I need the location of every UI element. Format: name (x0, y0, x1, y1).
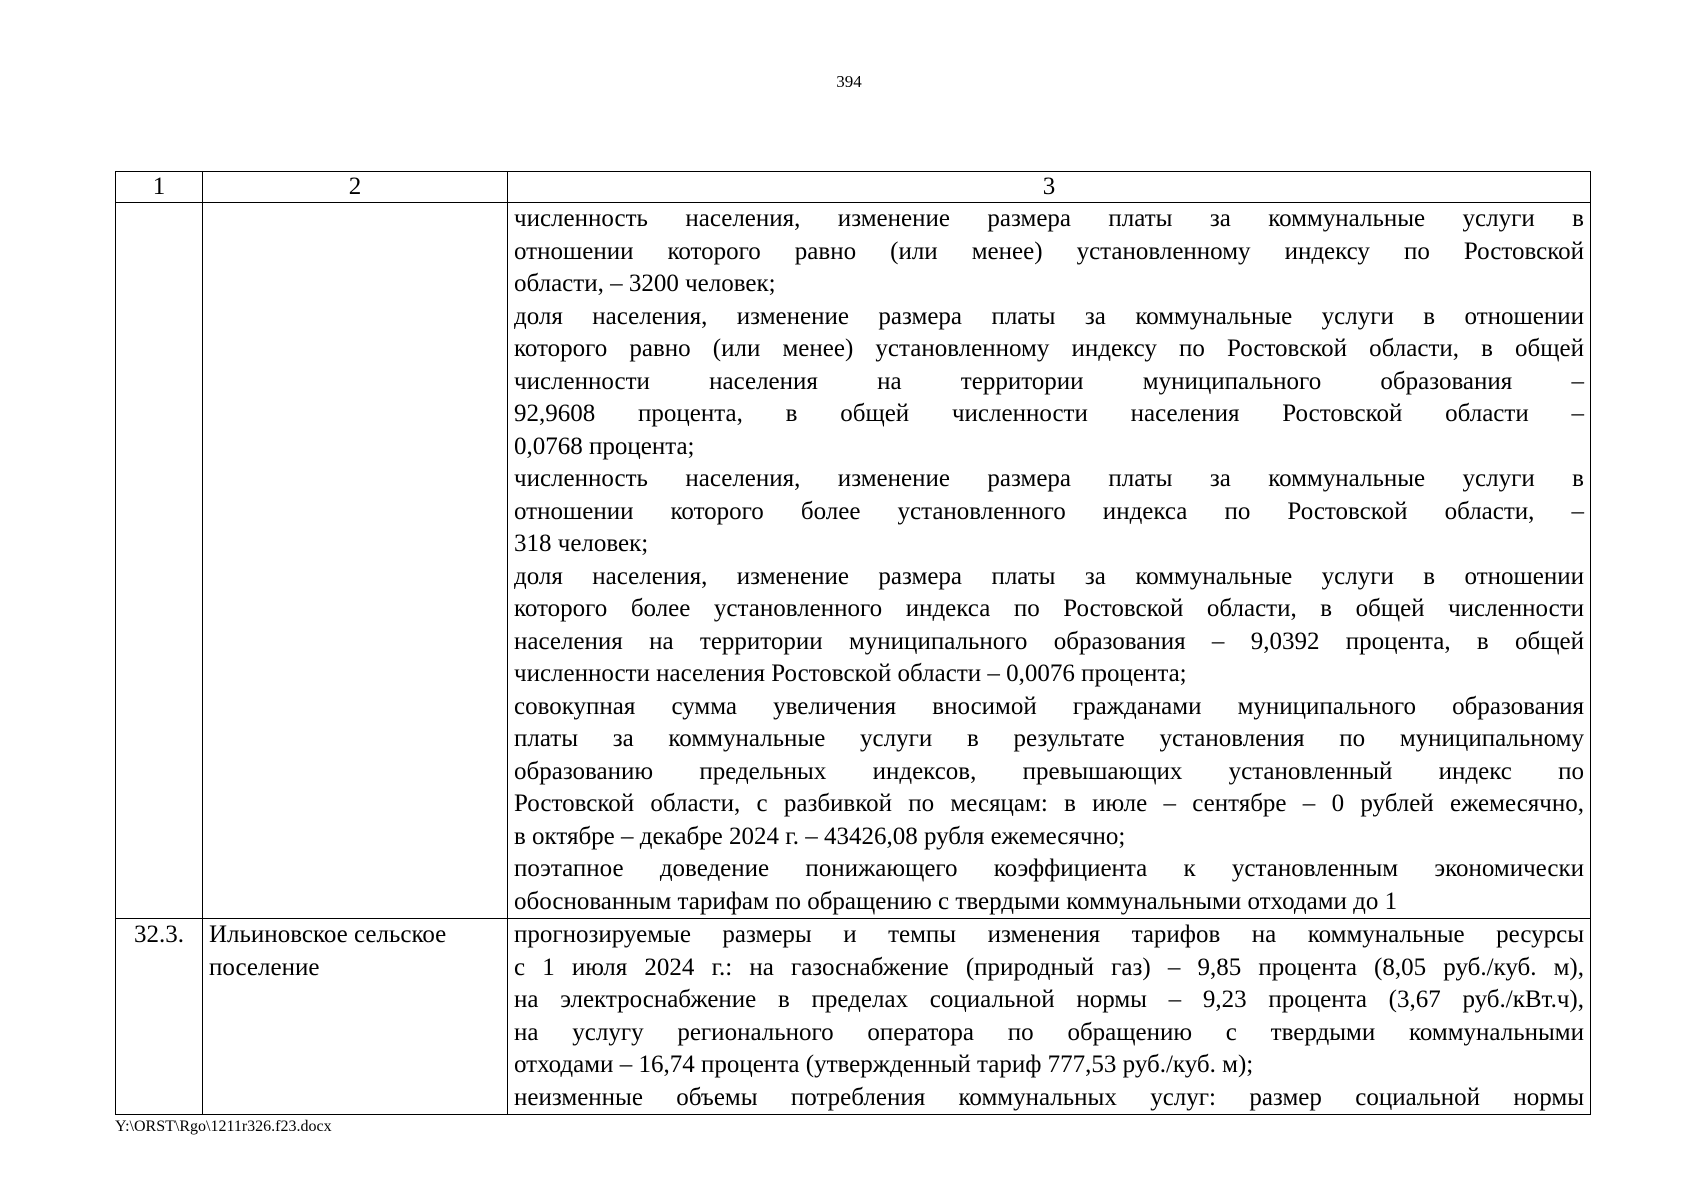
settlement-name (203, 203, 508, 919)
file-path-footer: Y:\ORST\Rgo\1211r326.f23.docx (115, 1118, 332, 1135)
paragraph-line: отношении которого равно (или менее) установленному индексу по Ростовской (514, 237, 1584, 265)
paragraph-line: которого равно (или менее) установленному индексу по Ростовской области, в общей (514, 335, 1584, 362)
paragraph-line: численности населения на территории муниципального образования – (514, 367, 1584, 395)
paragraph-line: численности населения Ростовской области – 0,0076 процента; (514, 660, 1187, 687)
paragraph-line: доля населения, изменение размера платы за коммунальные услуги в отношении (514, 562, 1584, 590)
settlement-name: Ильиновское сельское поселение (203, 919, 508, 1115)
paragraph-line: которого более установленного индекса по Ростовской области, в общей численности (514, 595, 1584, 622)
paragraph-line: 0,0768 процента; (514, 432, 695, 460)
table-header-row (116, 172, 1591, 203)
paragraph-line: области, – 3200 человек; (514, 270, 776, 297)
column-header-2: 2 (203, 172, 508, 203)
row-content (508, 919, 1591, 1115)
page-number: 394 (836, 72, 862, 91)
document-table (115, 171, 1591, 1115)
table-row (116, 919, 1591, 1115)
paragraph-line: населения на территории муниципального образования – 9,0392 процента, в общей (514, 627, 1584, 655)
paragraph-line: в октябре – декабре 2024 г. – 43426,08 рубля ежемесячно; (514, 822, 1126, 850)
paragraph-line: обоснованным тарифам по обращению с твердыми коммунальными отходами до 1 (514, 887, 1398, 915)
paragraph-line: поэтапное доведение понижающего коэффициента к установленным экономически (514, 855, 1584, 882)
paragraph-line: образованию предельных индексов, превышающих установленный индекс по (514, 757, 1584, 785)
column-header-1: 1 (116, 172, 203, 203)
column-header-3: 3 (508, 172, 1591, 203)
paragraph-line: с 1 июля 2024 г.: на газоснабжение (природный газ) – 9,85 процента (8,05 руб./куб. м), (514, 953, 1584, 981)
paragraph-line: на услугу регионального оператора по обращению с твердыми коммунальными (514, 1018, 1584, 1046)
row-number: 32.3. (116, 919, 203, 1115)
row-content (508, 203, 1591, 919)
paragraph-line: 92,9608 процента, в общей численности населения Ростовской области – (514, 400, 1584, 427)
paragraph-line: совокупная сумма увеличения вносимой гражданами муниципального образования (514, 692, 1584, 720)
paragraph-line: платы за коммунальные услуги в результате установления по муниципальному (514, 725, 1584, 752)
paragraph-line: доля населения, изменение размера платы за коммунальные услуги в отношении (514, 302, 1584, 330)
row-number (116, 203, 203, 919)
paragraph-line: Ростовской области, с разбивкой по месяцам: в июле – сентябре – 0 рублей ежемесячно, (514, 790, 1584, 817)
paragraph-line: прогнозируемые размеры и темпы изменения тарифов на коммунальные ресурсы (514, 921, 1584, 948)
paragraph-line: численность населения, изменение размера платы за коммунальные услуги в (514, 205, 1584, 232)
table-row (116, 203, 1591, 919)
paragraph-line: отходами – 16,74 процента (утвержденный тариф 777,53 руб./куб. м); (514, 1051, 1254, 1078)
paragraph-line: неизменные объемы потребления коммунальных услуг: размер социальной нормы (514, 1083, 1584, 1111)
paragraph-line: отношении которого более установленного индекса по Ростовской области, – (514, 497, 1584, 525)
paragraph-line: численность населения, изменение размера платы за коммунальные услуги в (514, 465, 1584, 492)
paragraph-line: 318 человек; (514, 530, 649, 557)
paragraph-line: на электроснабжение в пределах социальной нормы – 9,23 процента (3,67 руб./кВт.ч), (514, 986, 1584, 1013)
